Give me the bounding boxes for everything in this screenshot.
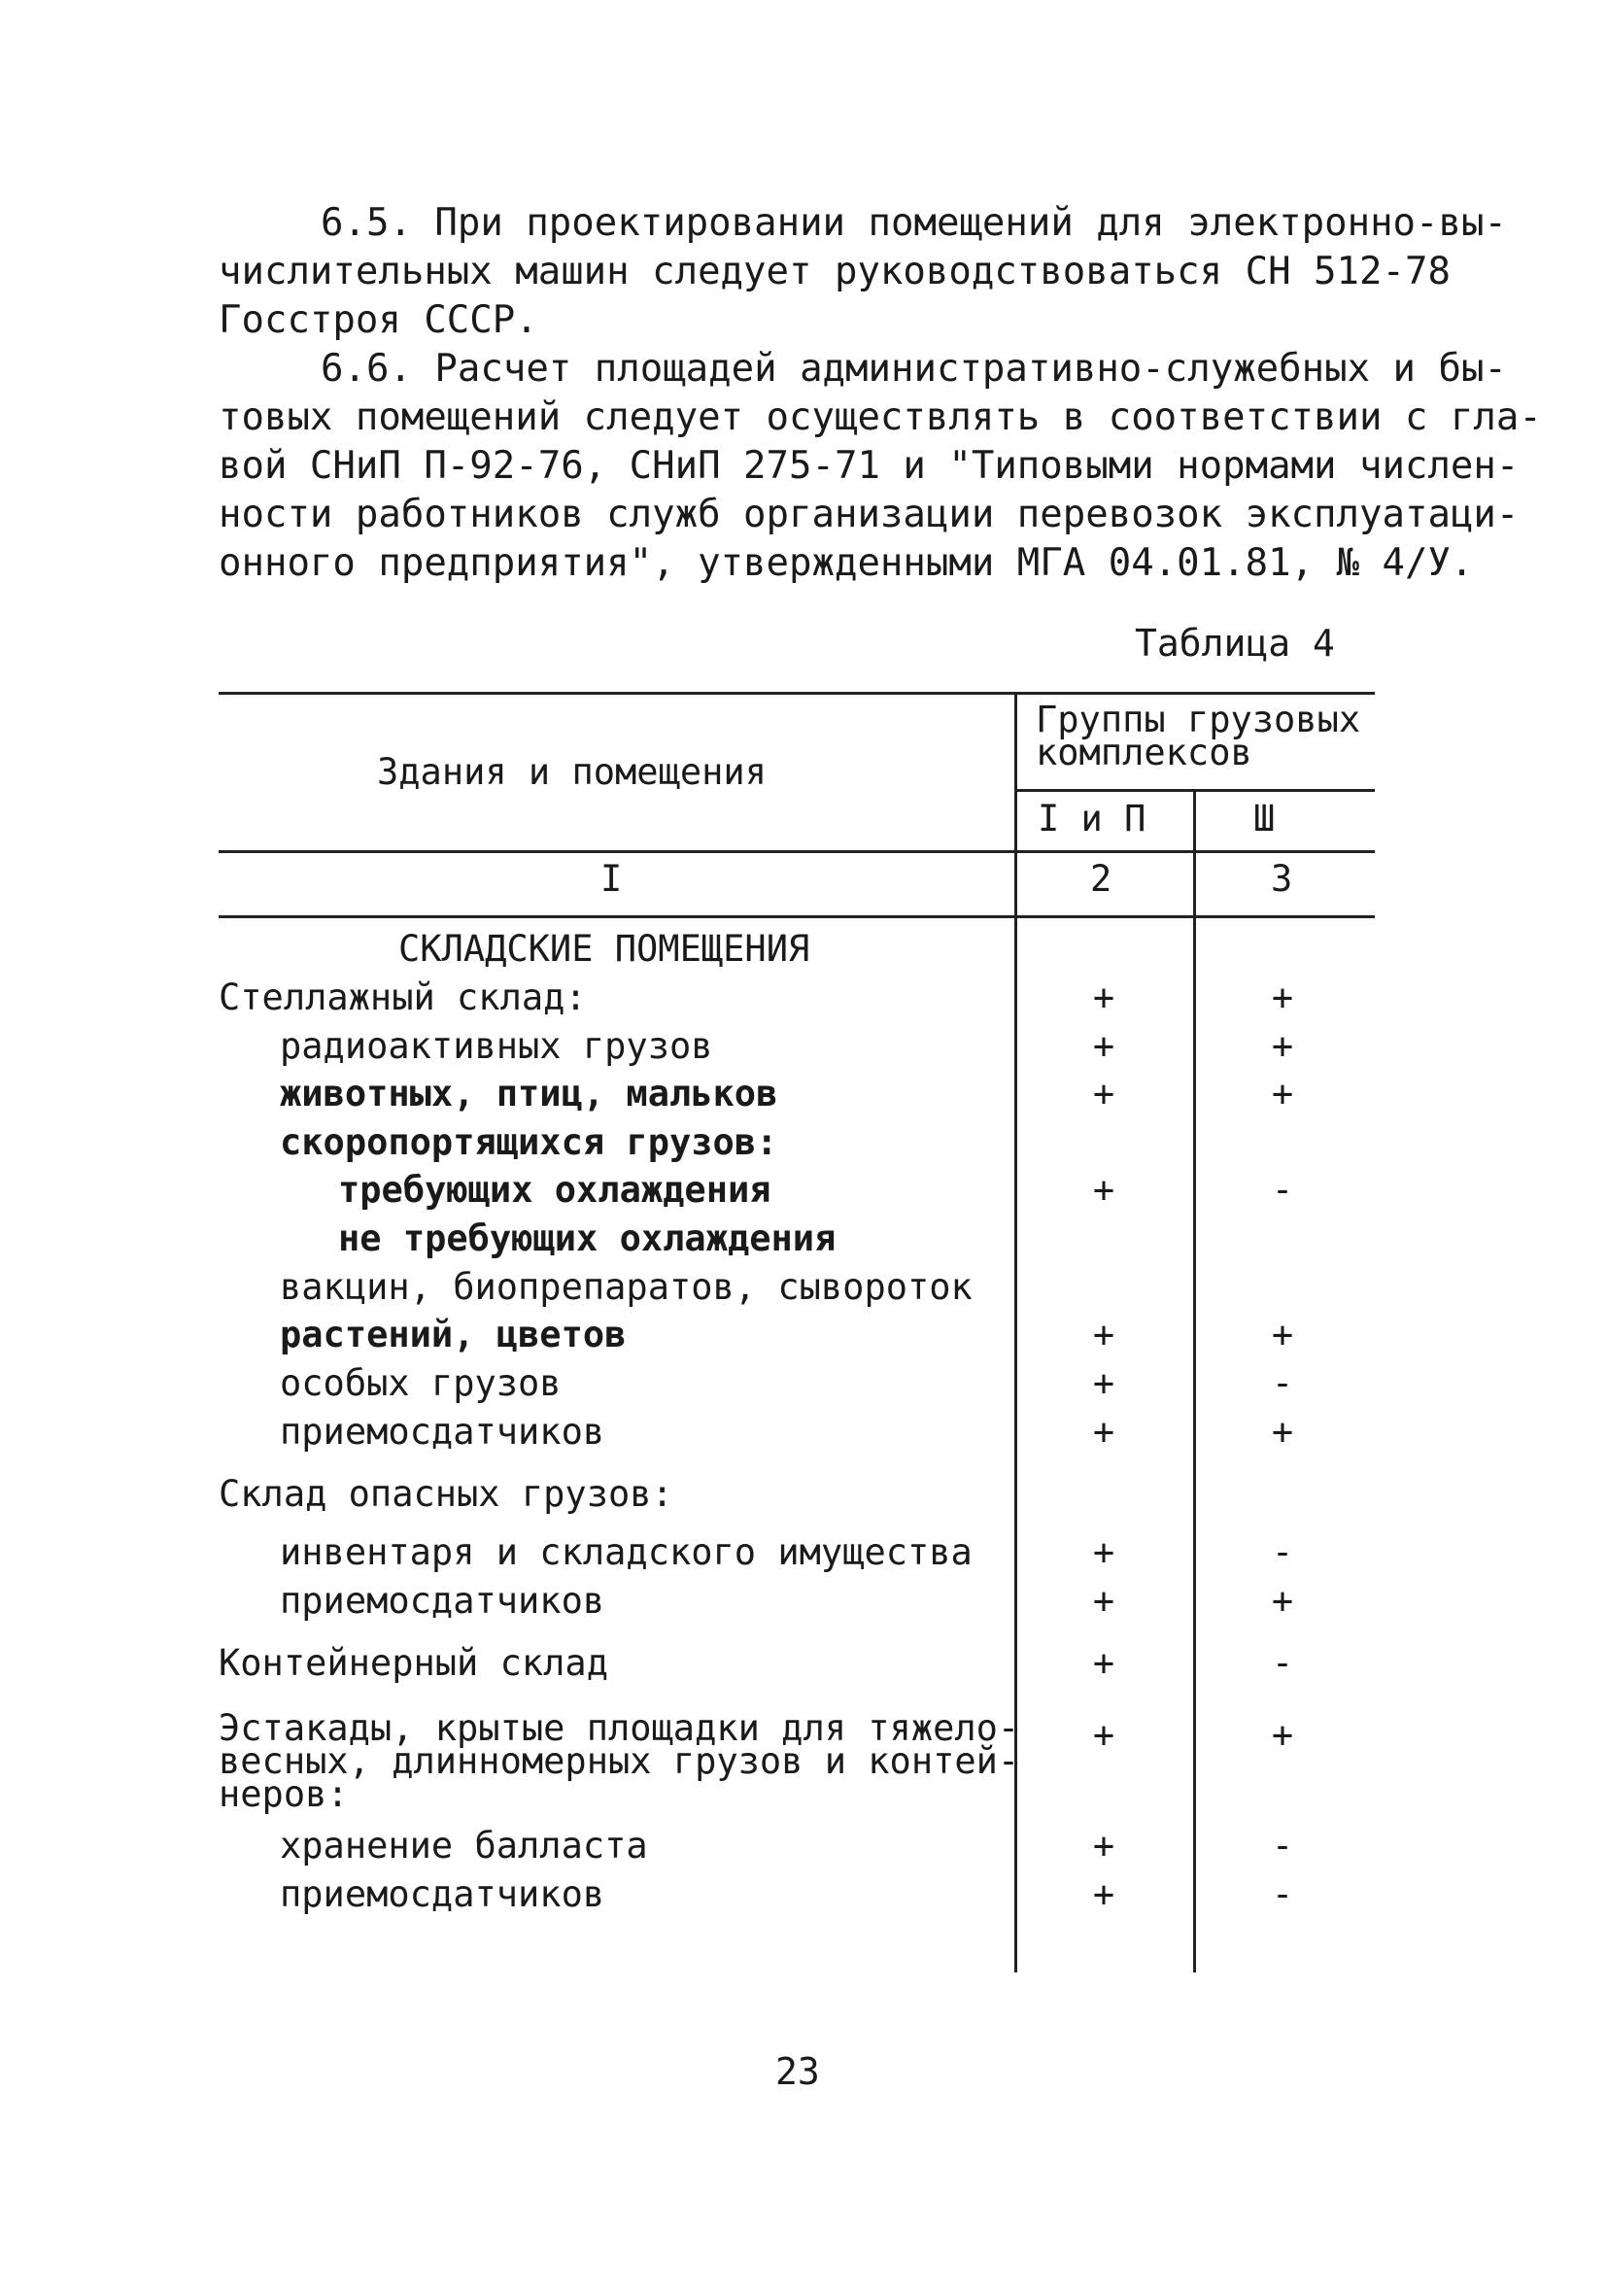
cell-col-1: +: [1092, 1531, 1115, 1573]
cell-col-1: +: [1092, 1411, 1115, 1453]
table-caption: Таблица 4: [1135, 622, 1335, 665]
table-column-divider: [1193, 789, 1196, 1972]
cell-col-2: +: [1271, 1580, 1294, 1622]
cell-col-1: +: [1092, 1025, 1115, 1067]
cell-col-1: +: [1092, 1714, 1115, 1756]
cell-col-1: +: [1092, 1825, 1115, 1867]
cell-col-2: -: [1271, 1642, 1294, 1684]
text-line: 6.6. Расчет площадей административно-служебных и бы-: [321, 347, 1507, 391]
row-label: приемосдатчиков: [280, 1580, 605, 1622]
header-groups: [1036, 699, 1361, 773]
cell-col-2: -: [1271, 1169, 1294, 1211]
cell-col-2: +: [1271, 1073, 1294, 1114]
row-label: Стеллажный склад:: [219, 977, 587, 1018]
text-line: онного предприятия", утвержденными МГА 04.01.81, № 4/У.: [219, 541, 1474, 585]
column-number: 3: [1271, 858, 1293, 900]
table-header-bottom-rule: [219, 850, 1375, 853]
row-label: требующих охлаждения: [338, 1169, 771, 1211]
row-label: растений, цветов: [280, 1314, 627, 1355]
text-line: вой СНиП П-92-76, СНиП 275-71 и "Типовыми нормами числен-: [219, 444, 1520, 488]
row-label: хранение балласта: [280, 1825, 648, 1867]
header-buildings: Здания и помещения: [377, 751, 767, 793]
row-label: особых грузов: [280, 1362, 562, 1404]
paragraph-6-5: [219, 199, 1507, 345]
cell-col-1: +: [1092, 1873, 1115, 1915]
column-number: I: [600, 858, 623, 900]
text-line: товых помещений следует осуществлять в соответствии с гла-: [219, 395, 1542, 439]
section-title: СКЛАДСКИЕ ПОМЕЩЕНИЯ: [398, 928, 810, 970]
text-line: 6.5. При проектировании помещений для электронно-вы-: [321, 201, 1507, 245]
cell-col-1: +: [1092, 1073, 1115, 1114]
cell-col-1: +: [1092, 1642, 1115, 1684]
cell-col-1: +: [1092, 1362, 1115, 1404]
text-line: числительных машин следует руководствоваться СН 512-78: [219, 250, 1451, 293]
row-label: Контейнерный склад: [219, 1642, 608, 1684]
cell-col-1: +: [1092, 1580, 1115, 1622]
row-label: приемосдатчиков: [280, 1411, 605, 1453]
cell-col-1: +: [1092, 977, 1115, 1018]
cell-col-2: -: [1271, 1873, 1294, 1915]
cell-col-2: +: [1271, 977, 1294, 1018]
cell-col-2: +: [1271, 1025, 1294, 1067]
cell-col-2: +: [1271, 1714, 1294, 1756]
row-label: вакцин, биопрепаратов, сывороток: [280, 1266, 973, 1308]
header-col-1: I и П: [1038, 798, 1146, 840]
page-number: 23: [775, 2050, 820, 2093]
row-label: Склад опасных грузов:: [219, 1473, 673, 1515]
row-label: радиоактивных грузов: [280, 1025, 713, 1067]
row-label: приемосдатчиков: [280, 1873, 605, 1915]
cell-col-2: -: [1271, 1362, 1294, 1404]
cell-col-2: +: [1271, 1411, 1294, 1453]
column-number: 2: [1090, 858, 1112, 900]
text-line: Госстроя СССР.: [219, 298, 538, 342]
row-label: не требующих охлаждения: [338, 1217, 837, 1259]
row-label: инвентаря и складского имущества: [280, 1531, 973, 1573]
header-col-2: Ш: [1253, 798, 1276, 840]
row-label: Эстакады, крытые площадки для тяжело- весных, длинномерных грузов и контей- неров:: [219, 1707, 1020, 1815]
row-label: скоропортящихся грузов:: [280, 1121, 778, 1163]
table-top-rule: [219, 692, 1375, 695]
header-groups-line: комплексов: [1036, 732, 1252, 773]
cell-col-1: +: [1092, 1314, 1115, 1355]
paragraph-6-6: [219, 345, 1542, 588]
cell-col-2: -: [1271, 1825, 1294, 1867]
table-numbers-rule: [219, 915, 1375, 918]
cell-col-2: +: [1271, 1314, 1294, 1355]
text-line: ности работников служб организации перевозок эксплуатаци-: [219, 493, 1520, 536]
header-groups-line: Группы грузовых: [1036, 699, 1361, 740]
cell-col-1: +: [1092, 1169, 1115, 1211]
row-label: животных, птиц, мальков: [280, 1073, 778, 1114]
cell-col-2: -: [1271, 1531, 1294, 1573]
